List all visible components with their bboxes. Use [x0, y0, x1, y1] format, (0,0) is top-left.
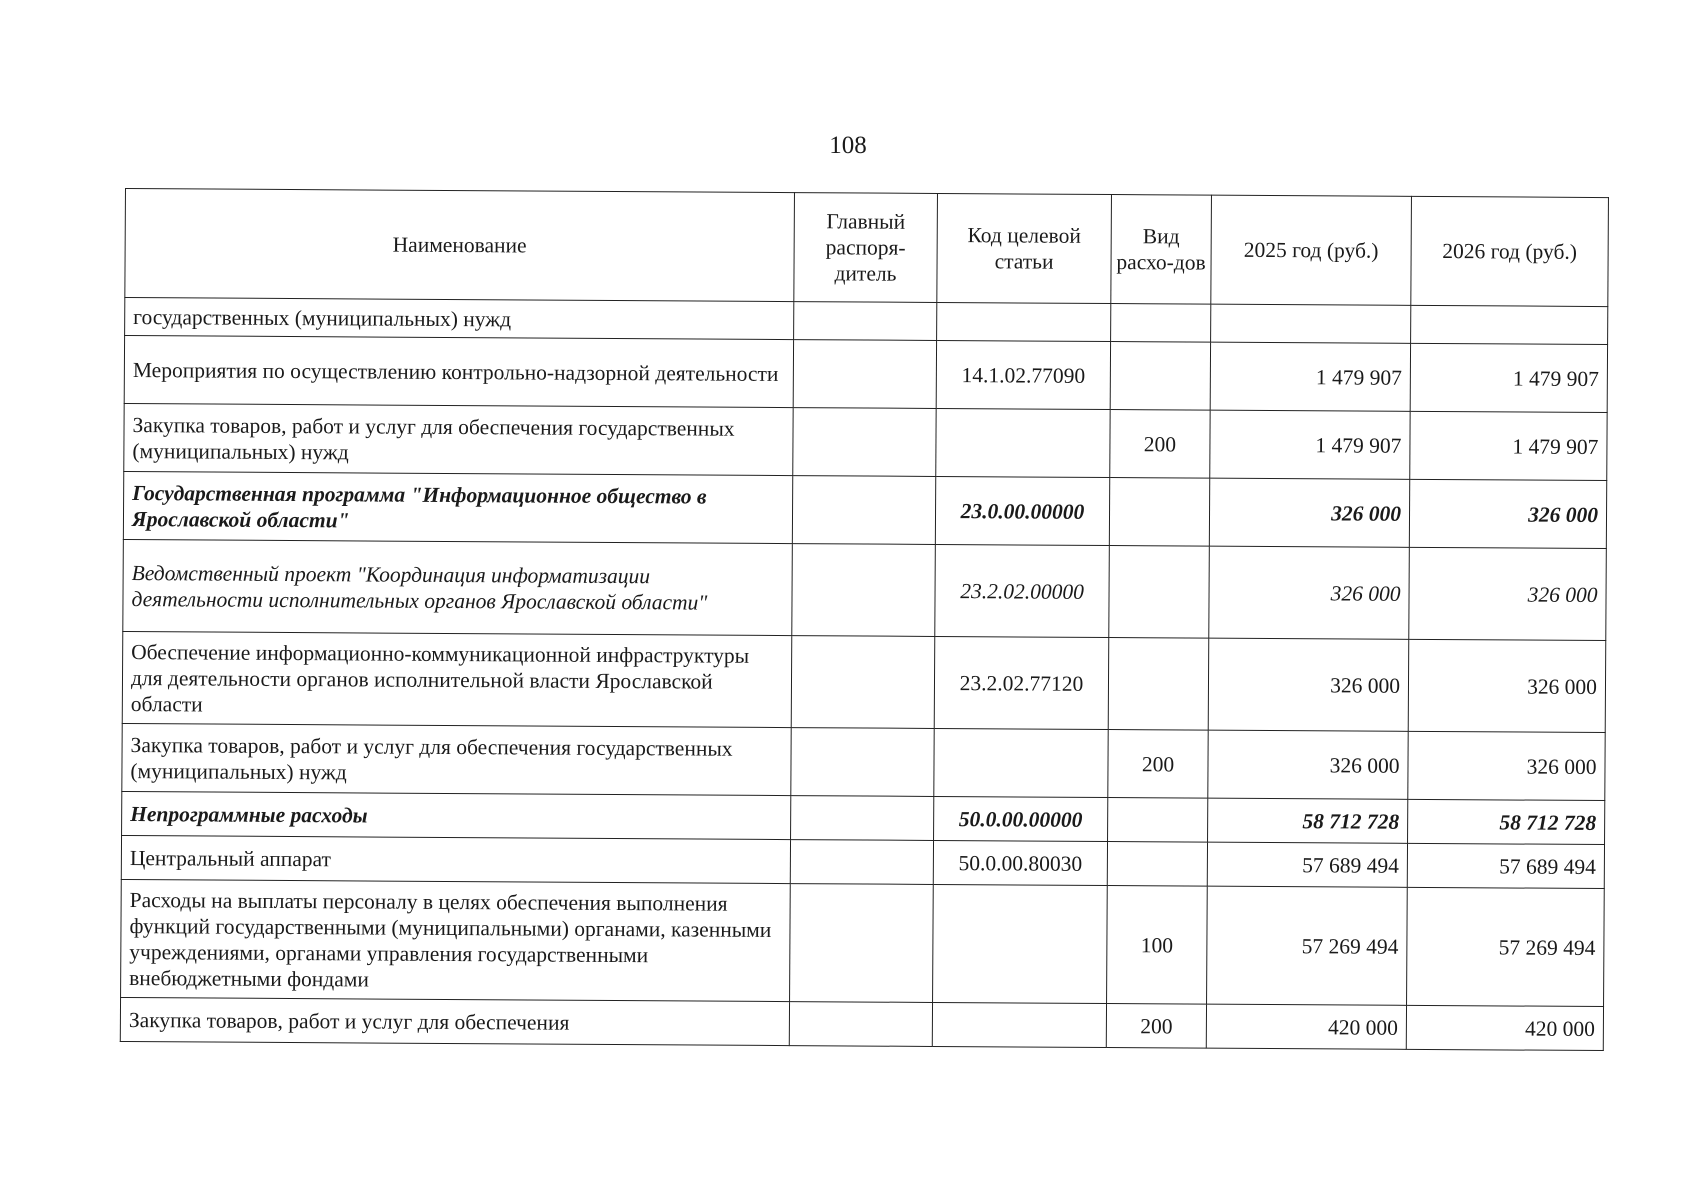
row-expense-kind [1109, 478, 1209, 547]
row-amount-2025: 1 479 907 [1210, 410, 1410, 479]
row-name: Ведомственный проект "Координация информатизации деятельности исполнительных органов Ярославской области" [123, 539, 793, 635]
table-row [122, 631, 1606, 732]
row-target-code: 23.2.02.00000 [935, 544, 1110, 637]
row-amount-2025 [1211, 304, 1411, 343]
row-expense-kind: 200 [1106, 1004, 1206, 1049]
table-row [122, 723, 1605, 800]
row-amount-2026: 57 269 494 [1407, 887, 1605, 1006]
row-admin [793, 340, 936, 409]
row-expense-kind [1110, 342, 1210, 411]
row-admin [791, 796, 934, 841]
row-admin [790, 840, 933, 885]
table-row [123, 539, 1607, 640]
row-amount-2025: 420 000 [1206, 1004, 1406, 1049]
row-amount-2025: 326 000 [1208, 638, 1409, 731]
table-row [123, 471, 1606, 548]
budget-table [120, 188, 1609, 1051]
row-amount-2025: 1 479 907 [1210, 342, 1410, 411]
row-amount-2025: 57 269 494 [1207, 886, 1408, 1005]
row-target-code [934, 728, 1108, 797]
page-number: 108 [829, 132, 867, 159]
row-admin [791, 728, 934, 797]
row-admin [794, 302, 937, 341]
row-target-code: 23.0.00.00000 [935, 476, 1109, 545]
row-amount-2025: 57 689 494 [1207, 842, 1407, 887]
row-expense-kind: 200 [1108, 730, 1208, 799]
header-name: Наименование [125, 189, 795, 302]
row-name: Государственная программа "Информационное общество в Ярославской области" [123, 471, 792, 543]
row-amount-2026: 326 000 [1408, 639, 1606, 732]
row-admin [791, 636, 935, 729]
row-name: Закупка товаров, работ и услуг для обеспечения государственных (муниципальных) нужд [124, 403, 793, 475]
row-amount-2026: 58 712 728 [1408, 799, 1605, 844]
row-target-code [932, 1002, 1106, 1047]
table-row [120, 997, 1603, 1050]
row-amount-2026: 420 000 [1406, 1005, 1603, 1050]
table-row [124, 336, 1607, 413]
row-target-code: 14.1.02.77090 [936, 340, 1110, 409]
row-amount-2026: 326 000 [1409, 547, 1607, 640]
row-amount-2026: 326 000 [1409, 479, 1606, 548]
row-expense-kind: 200 [1110, 410, 1210, 479]
row-amount-2025: 326 000 [1209, 478, 1409, 547]
row-target-code [933, 884, 1108, 1003]
row-name: Центральный аппарат [121, 835, 790, 883]
header-kind: Вид расхо-дов [1111, 195, 1212, 305]
row-expense-kind: 100 [1107, 886, 1208, 1005]
row-amount-2025: 58 712 728 [1208, 798, 1408, 843]
row-name: Расходы на выплаты персоналу в целях обеспечения выполнения функций государственными (муниципальными) органами, казенными учреждениями, органами управления государственными внебюджетными фондами [121, 879, 791, 1001]
row-name: государственных (муниципальных) нужд [125, 298, 794, 340]
row-target-code [937, 302, 1111, 341]
row-expense-kind [1111, 304, 1211, 343]
table-row [121, 879, 1605, 1006]
row-target-code: 23.2.02.77120 [934, 636, 1109, 729]
header-code: Код целевой статьи [937, 193, 1112, 303]
row-admin [790, 884, 934, 1003]
row-target-code: 50.0.00.00000 [934, 796, 1108, 841]
row-name: Закупка товаров, работ и услуг для обеспечения государственных (муниципальных) нужд [122, 723, 791, 795]
header-year-2025: 2025 год (руб.) [1211, 195, 1412, 305]
row-target-code: 50.0.00.80030 [933, 840, 1107, 885]
row-admin [792, 476, 935, 545]
table-row [124, 403, 1607, 480]
row-name: Непрограммные расходы [122, 791, 791, 839]
table-body [120, 298, 1608, 1051]
row-amount-2025: 326 000 [1208, 730, 1408, 799]
row-name: Мероприятия по осуществлению контрольно-надзорной деятельности [124, 336, 793, 408]
row-target-code [936, 408, 1110, 477]
row-amount-2026 [1411, 305, 1608, 344]
row-amount-2026: 57 689 494 [1407, 843, 1604, 888]
row-admin [792, 544, 936, 637]
row-amount-2026: 326 000 [1408, 731, 1605, 800]
row-admin [793, 408, 936, 477]
row-expense-kind [1109, 546, 1210, 639]
row-expense-kind [1108, 798, 1208, 843]
row-name: Закупка товаров, работ и услуг для обеспечения [120, 997, 789, 1045]
row-expense-kind [1108, 638, 1209, 731]
budget-table-container [120, 188, 1608, 1051]
row-expense-kind [1107, 842, 1207, 887]
row-amount-2025: 326 000 [1209, 546, 1410, 639]
row-name: Обеспечение информационно-коммуникационной инфраструктуры для деятельности органов исполнительной власти Ярославской области [122, 631, 792, 727]
row-amount-2026: 1 479 907 [1410, 343, 1607, 412]
row-admin [789, 1002, 932, 1047]
header-admin: Главный распоря-дитель [794, 193, 938, 303]
row-amount-2026: 1 479 907 [1410, 411, 1607, 480]
table-header-row [125, 189, 1609, 307]
header-year-2026: 2026 год (руб.) [1411, 196, 1609, 306]
